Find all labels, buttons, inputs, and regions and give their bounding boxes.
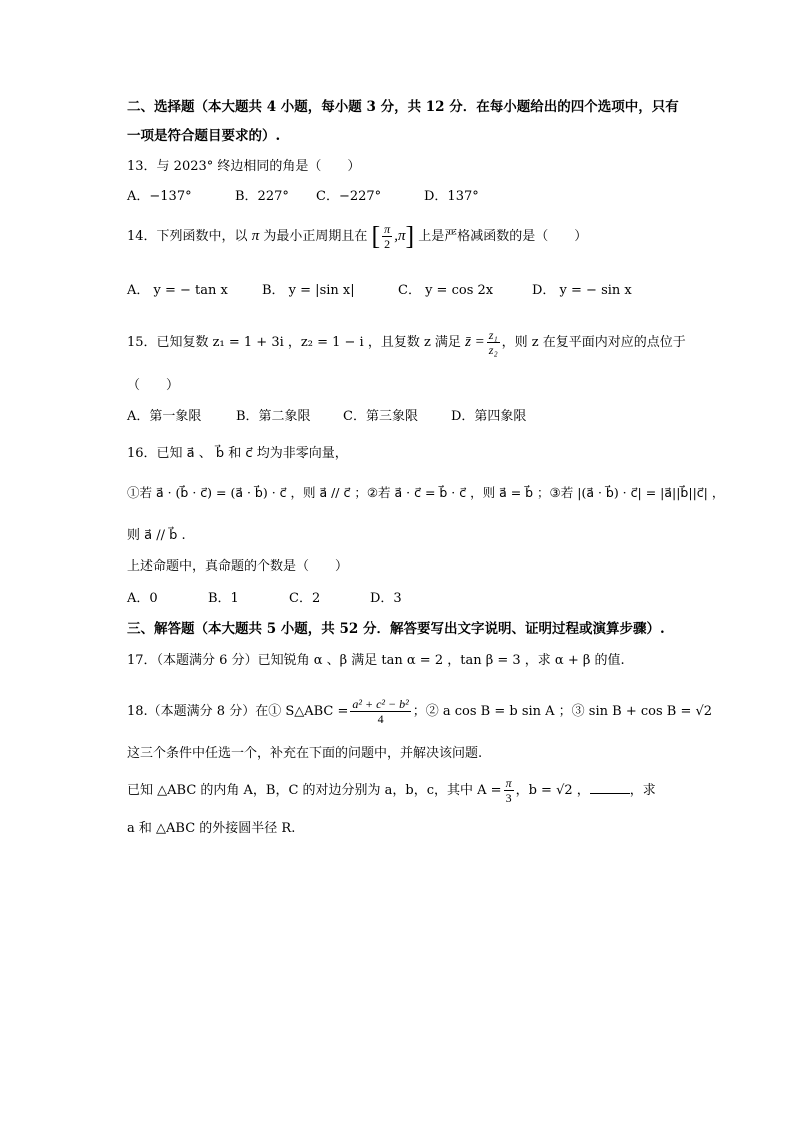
q18-head-a: 18.（本题满分 8 分）在① S△ABC =	[127, 704, 349, 719]
q15-frac-den: z₂	[488, 343, 498, 357]
q18-line3-a: 已知 △ABC 的内角 A，B，C 的对边分别为 a，b，c，其中 A =	[127, 783, 502, 798]
q15-option-c: C．第三象限	[343, 409, 418, 424]
q18-line3	[127, 776, 656, 805]
q16-question: 上述命题中，真命题的个数是（ ）	[127, 559, 349, 574]
q14-stem-c: 上是严格减函数的是（ ）	[418, 229, 588, 244]
q14-interval-fraction	[382, 222, 392, 251]
q14-stem	[127, 222, 587, 251]
q16-option-b: B．1	[208, 591, 239, 606]
q13-stem: 13．与 2023° 终边相同的角是（ ）	[127, 159, 361, 174]
q14-left-bracket: [	[371, 221, 381, 251]
q18-fill-blank	[590, 779, 630, 794]
q13-option-b: B．227°	[235, 189, 289, 204]
q15-stem-a: 15．已知复数 z₁ = 1 + 3i ，z₂ = 1 − i ，且复数 z 满足	[127, 335, 461, 350]
q14-interval-tail: ,π	[394, 228, 406, 244]
q14-pi: π	[251, 228, 260, 244]
q18-line2: 这三个条件中任选一个，补充在下面的问题中，并解决该问题.	[127, 746, 483, 761]
q16-stem: 16．已知 a⃗ 、 b⃗ 和 c⃗ 均为非零向量，	[127, 446, 348, 461]
q16-props-tail: 则 a⃗ // b⃗ .	[127, 528, 186, 543]
q14-option-a: A． y = − tan x	[127, 283, 228, 298]
q14-option-c: C． y = cos 2x	[398, 283, 494, 298]
q15-option-a: A．第一象限	[127, 409, 202, 424]
q18-line3-c: ，求	[629, 783, 656, 798]
q15-frac-num: z₁	[488, 328, 498, 342]
q13-option-a: A．−137°	[127, 189, 192, 204]
q14-stem-a: 14．下列函数中，以	[127, 229, 248, 244]
section3-title: 三、解答题（本大题共 5 小题，共 52 分．解答要写出文字说明、证明过程或演算步骤）.	[127, 621, 665, 637]
q18-frac-num: a² + c² − b²	[352, 697, 409, 711]
q18-line3-den: 3	[505, 791, 512, 805]
q18-head	[127, 697, 712, 726]
q18-frac-den: 4	[377, 712, 384, 726]
q13-option-d: D．137°	[424, 189, 479, 204]
q14-interval-num: π	[384, 222, 391, 236]
q16-option-c: C．2	[289, 591, 321, 606]
q18-line3-b: ，b = √2 ，	[515, 783, 590, 798]
q18-head-tail: ；② a cos B = b sin A ；③ sin B + cos B = √2	[412, 704, 713, 719]
q14-interval-den: 2	[384, 237, 391, 251]
section2-title-line1: 二、选择题（本大题共 4 小题，每小题 3 分，共 12 分．在每小题给出的四个选项中，只有	[127, 99, 679, 115]
q15-stem-b: ，则 z 在复平面内对应的点位于	[501, 335, 686, 350]
q15-option-d: D．第四象限	[451, 409, 527, 424]
q15-fraction	[487, 328, 500, 357]
q16-option-a: A．0	[127, 591, 158, 606]
q16-option-d: D．3	[370, 591, 402, 606]
q14-stem-b: 为最小正周期且在	[263, 229, 368, 244]
q15-option-b: B．第二象限	[236, 409, 311, 424]
q18-angle-fraction	[504, 776, 514, 805]
q17-text: 17．（本题满分 6 分）已知锐角 α 、β 满足 tan α = 2 ，tan β = 3 ，求 α + β 的值.	[127, 653, 625, 668]
q18-line3-num: π	[505, 776, 512, 790]
q13-option-c: C．−227°	[316, 189, 382, 204]
section2-title-line2: 一项是符合题目要求的）.	[127, 128, 281, 144]
q15-zbar: z̄ =	[465, 334, 485, 350]
q14-option-d: D． y = − sin x	[532, 283, 632, 298]
q15-stem	[127, 328, 686, 357]
q14-option-b: B． y = |sin x|	[262, 283, 355, 298]
q14-right-bracket: ]	[405, 221, 415, 251]
q15-paren: （ ）	[127, 378, 180, 393]
q18-line4: a 和 △ABC 的外接圆半径 R.	[127, 821, 296, 836]
q18-area-fraction	[350, 697, 410, 726]
q16-propositions: ①若 a⃗ · (b⃗ · c⃗) = (a⃗ · b⃗) · c⃗ ，则 a⃗ // c⃗ ；②若 a⃗ · c⃗ = b⃗ · c⃗ ，则 a⃗ = b⃗ ；③若 |(a⃗ · b⃗) · c⃗| = |a⃗||b⃗||c⃗| ，	[127, 485, 725, 500]
